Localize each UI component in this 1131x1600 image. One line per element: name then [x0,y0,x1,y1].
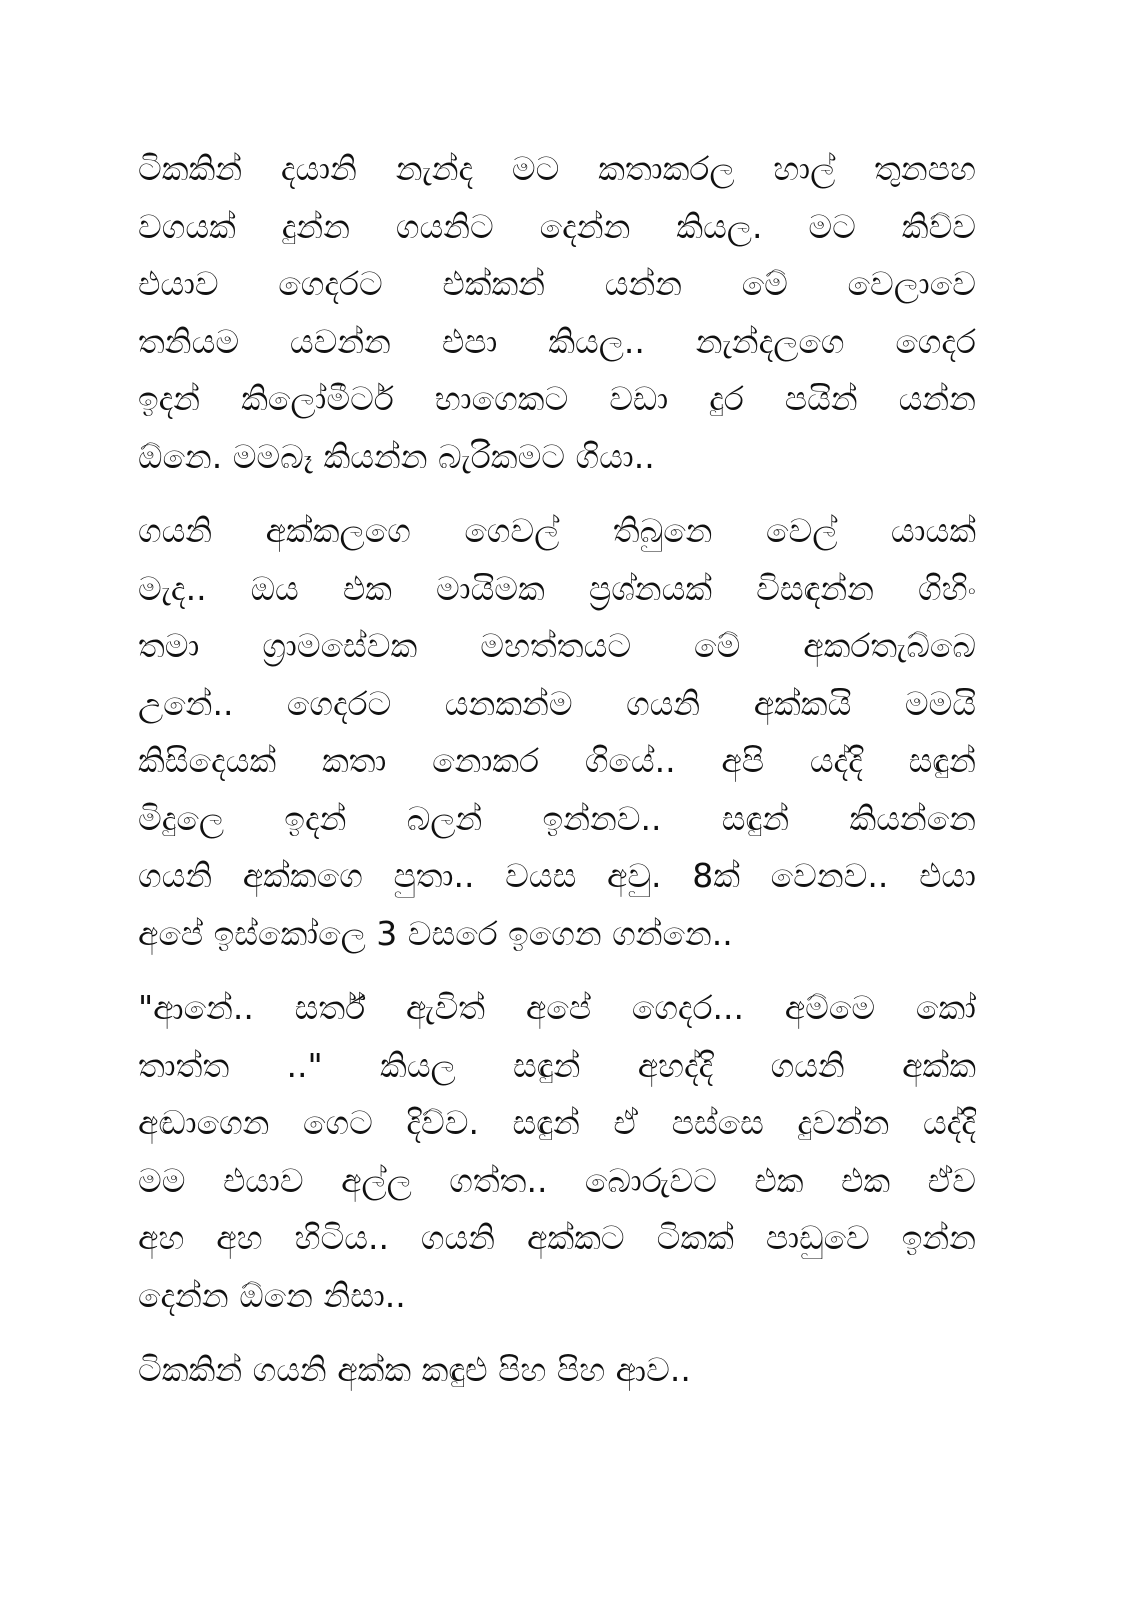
text-line: ඕනෙ. මමබෑ කියන්න බැරිකමට ගියා.. [138,436,655,476]
text-line: තනියම යවන්න එපා කියල.. නැන්දලගෙ ගෙදර [138,321,976,361]
text-line: ගයනි අක්කලගෙ ගෙවල් තිබුනෙ වෙල් යායක් [138,511,976,550]
text-line: කිසිදෙයක් කතා නොකර ගියේ.. අපි යද්දි සඳුන් [138,741,976,780]
body-text [138,140,976,1416]
text-line: ටිකකින් දයානි නැන්ද මට කතාකරල හාල් තුනපහ [138,149,976,188]
text-line: තාත්ත .." කියල සඳුන් අහද්දි ගයනි අක්ක [138,1045,976,1085]
text-line: මම එයාව අල්ල ගත්ත.. බොරුවට එක එක ඒව [138,1160,976,1200]
text-line: මිදුලෙ ඉදන් බලන් ඉන්නව.. සඳුන් කියන්නෙ [138,798,976,838]
text-line: ඉදන් කිලෝමීටර් භාගෙකට වඩා දුර පයින් යන්න [138,379,976,418]
text-line: අහ අහ හිටිය.. ගයනි අක්කට ටිකක් පාඩුවෙ ඉන්න [138,1218,976,1257]
text-line: අඬාගෙන ගෙට දිව්ව. සඳුන් ඒ පස්සෙ දුවන්න යද්දි [138,1103,976,1142]
text-line: තමා ග්‍රාමසේවක මහත්තයට මේ අකරතැබ්බෙ [138,626,976,665]
text-line: මැද.. ඔය එක මායිමක ප්‍රශ්නයක් විසඳන්න ගිහිං [138,568,976,608]
text-line: "ආනේ.. සර්ත් ඇවිත් අපේ ගෙදර... අම්මෙ කෝ [138,988,976,1027]
text-line: අපේ ඉස්කෝලෙ 3 වසරෙ ඉගෙන ගන්නෙ.. [138,913,733,953]
text-line: උනේ.. ගෙදරට යනකන්ම ගයනි අක්කයි මමයි [138,683,976,723]
paragraph-2 [138,502,976,962]
paragraph-4 [138,1341,976,1399]
paragraph-1 [138,140,976,485]
text-line: දෙන්න ඕනෙ නිසා.. [138,1275,406,1315]
text-line: වගයක් දුන්න ගයනිට දෙන්න කියල. මට කිව්ව [138,206,976,246]
paragraph-3 [138,979,976,1324]
text-line: එයාව ගෙදරට එක්කන් යන්න මේ වෙලාවෙ [138,264,976,303]
text-line: ටිකකින් ගයනි අක්ක කඳුළු පිහ පිහ ආව.. [138,1350,691,1389]
text-line: ගයනි අක්කගෙ පුතා.. වයස අවු. 8ක් වෙනව.. එයා [138,856,976,895]
